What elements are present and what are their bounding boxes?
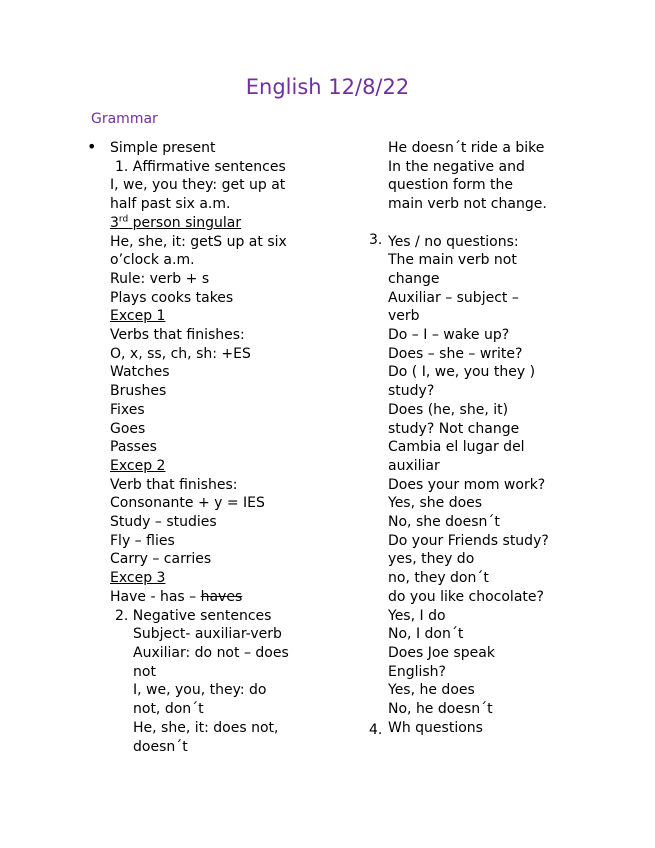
text-line: Goes [110, 420, 146, 437]
text-line: doesn´t [133, 738, 188, 755]
text-line: no, they don´t [388, 570, 489, 587]
text-line: The main verb not [388, 252, 517, 269]
left-column [110, 139, 289, 756]
text-line: do you like chocolate? [388, 588, 544, 605]
yes-no-heading: Yes / no questions: [388, 233, 519, 250]
text-line: Passes [110, 439, 157, 456]
have-line [110, 588, 289, 607]
text-line: Watches [110, 364, 170, 381]
text-line: English? [388, 663, 446, 680]
text-line: study? Not change [388, 420, 520, 437]
text-line: change [388, 270, 440, 287]
text-line: not, don´t [133, 701, 204, 718]
text-line: Fixes [110, 401, 145, 418]
text-line: He, she, it: getS up at six [110, 233, 287, 250]
text-line: Cambia el lugar del [388, 439, 525, 456]
struck-text: haves [200, 588, 243, 605]
text-line: Do your Friends study? [388, 532, 549, 549]
text-line: question form the [388, 177, 514, 194]
text-line: study? [388, 383, 435, 400]
text-line: not [133, 663, 156, 680]
text-line: No, she doesn´t [388, 514, 500, 531]
exception-3-heading: Excep 3 [110, 570, 166, 587]
right-column [388, 139, 549, 737]
text-line: Consonante + y = IES [110, 495, 265, 512]
text-line: Plays cooks takes [110, 289, 234, 306]
text-line: Does – she – write? [388, 345, 523, 362]
text-line: o’clock a.m. [110, 252, 195, 269]
text-line: He doesn´t ride a bike [388, 140, 545, 156]
text-line: Yes, she does [388, 495, 483, 512]
exception-2-heading: Excep 2 [110, 457, 166, 474]
text-line: I, we, you, they: do [133, 682, 267, 699]
text-line: Fly – flies [110, 532, 175, 549]
text-line: Does your mom work? [388, 476, 546, 493]
text-line: main verb not change. [388, 196, 547, 213]
text-line: Yes, I do [388, 607, 446, 624]
text-line: auxiliar [388, 457, 440, 474]
text-line: In the negative and [388, 158, 525, 175]
page-title: English 12/8/22 [245, 75, 410, 99]
text-line: Auxiliar – subject – [388, 289, 519, 306]
third-person-text: person singular [128, 214, 242, 231]
wh-questions-heading: Wh questions [388, 719, 483, 736]
third-person-number: 3 [110, 214, 119, 231]
text-line: half past six a.m. [110, 196, 231, 213]
text-line: Does Joe speak [388, 644, 495, 661]
third-person-heading [110, 214, 289, 233]
text-line: Yes, he does [388, 682, 475, 699]
text-line: Verb that finishes: [110, 476, 238, 493]
text-line: Carry – carries [110, 551, 212, 568]
text-line: verb [388, 308, 420, 325]
section-heading: Grammar [91, 111, 158, 127]
text-line: yes, they do [388, 551, 475, 568]
text-line: Do ( I, we, you they ) [388, 364, 536, 381]
text-line: Verbs that finishes: [110, 327, 245, 344]
list-number-3: 3. [369, 232, 383, 248]
affirmative-heading: 1. Affirmative sentences [115, 158, 286, 175]
text-line: Does (he, she, it) [388, 401, 509, 418]
list-number-4: 4. [369, 722, 383, 738]
text-line: I, we, you they: get up at [110, 177, 286, 194]
text-line: Auxiliar: do not – does [133, 644, 289, 661]
text-line: No, I don´t [388, 626, 464, 643]
text-line: Study – studies [110, 514, 217, 531]
negative-heading: 2. Negative sentences [115, 607, 272, 624]
text-line: Subject- auxiliar-verb [133, 626, 282, 643]
third-person-superscript: rd [118, 214, 129, 225]
blank-line [388, 214, 549, 233]
bullet-icon: • [87, 137, 97, 156]
text-line: Do – I – wake up? [388, 327, 510, 344]
have-text: Have - has – [110, 588, 201, 605]
list-item-simple-present: Simple present [110, 140, 216, 156]
exception-1-heading: Excep 1 [110, 308, 166, 325]
text-line: He, she, it: does not, [133, 719, 279, 736]
text-line: O, x, ss, ch, sh: +ES [110, 345, 251, 362]
text-line: Brushes [110, 383, 167, 400]
text-line: No, he doesn´t [388, 701, 493, 718]
text-line: Rule: verb + s [110, 270, 210, 287]
